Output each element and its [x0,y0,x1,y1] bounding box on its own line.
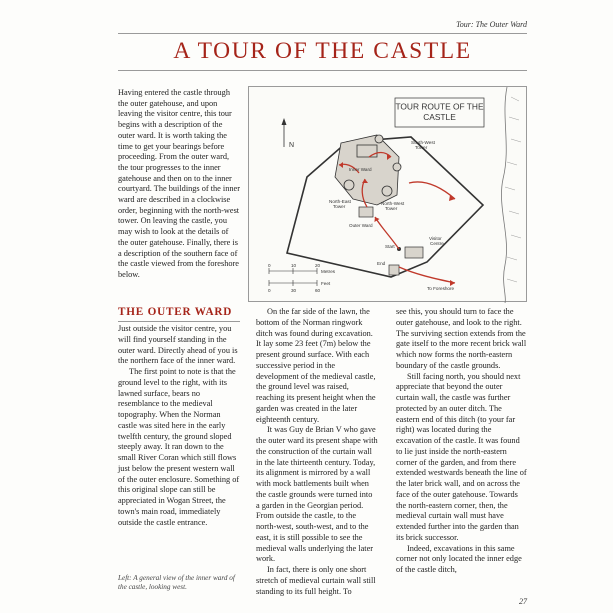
scale-metres-20: 20 [315,263,321,268]
label-to-foreshore: To Foreshore [427,286,455,291]
cliff-edge [501,87,507,303]
outer-gatehouse [389,265,399,275]
scale-feet-60: 60 [315,288,321,293]
visitor-centre-building [405,247,423,258]
paragraph: Indeed, excavations in this same corner not only located the inner edge of the castle ditch, [396,543,522,574]
tour-route-map [248,86,527,302]
north-label: N [289,142,295,149]
label-start: Start [385,244,395,249]
label-north-west-tower-1: North-West [381,201,405,206]
paragraph: see this, you should turn to face the outer gatehouse, and look to the right. The surviving section extends from the gate itself to the more recent brick wall which now forms the north-eastern boundary of the castle grounds. [396,307,527,370]
title-rule [118,70,527,71]
inner-gatehouse [359,207,373,217]
scale-feet-unit: Feet [321,281,331,286]
paragraph: On the far side of the lawn, the bottom of the Norman ringwork ditch was found during excavation. It lay some 23 feet (7m) below the present ground surface. With each successive period in the development of the medieval castle, the ground level was raised, reaching its present height when the garden was created in the later eighteenth century. [256,307,376,424]
label-south-west-tower-1: South-West [411,140,435,145]
section-title: THE OUTER WARD [118,306,233,318]
paragraph: Just outside the visitor centre, you will find yourself standing in the outer ward. Directly ahead of you is the northern face of the inner ward. [118,324,238,366]
label-north-west-tower-2: Tower [385,206,398,211]
label-outer-ward: Outer Ward [349,223,373,228]
paragraph: The first point to note is that the ground level to the right, with its lawned surface, bears no resemblance to the medieval topography. When the Norman castle was sited here in the early twelfth century, the ground sloped steeply away. It ran down to the small River Coran which still flows just below the present western wall of the outer enclosure. Something of this original slope can still be appreciated in Wogan Street, the town's main road, immediately outside the castle entrance. [118,367,240,527]
map-title-line1: TOUR ROUTE OF THE [395,101,484,112]
map-title-line2: CASTLE [423,112,456,122]
label-north-east-tower-1: North-East [329,199,351,204]
label-end: End [377,261,386,266]
running-head: Tour: The Outer Ward [456,20,527,29]
label-south-west-tower-2: Tower [415,145,428,150]
text-column-1 [118,324,240,528]
label-visitor-centre-1: Visitor [429,236,442,241]
scale-feet-0: 0 [268,288,271,293]
section-rule [118,321,240,322]
paragraph: Still facing north, you should next appreciate that beyond the outer curtain wall, the castle was further protected by an outer ditch. The eastern end of this ditch (to your far right) was located during the excavation of the castle. It was found to lie just inside the north-eastern corner of the garden, and from there extended westwards beneath the line of the later brick wall, and on across the face of the outer gatehouse. Towards the north-eastern corner, then, the medieval curtain wall must have extended further into the garden than its brick successor. [396,371,527,542]
scale-bar [269,268,317,286]
label-visitor-centre-2: Centre [430,241,444,246]
north-arrow-icon [282,118,287,147]
cliff-hatching [505,97,521,282]
page-title: A TOUR OF THE CASTLE [173,38,472,64]
paragraph: In fact, there is only one short stretch of medieval curtain wall still standing to its full height. To [256,565,376,596]
paragraph: It was Guy de Brian V who gave the outer ward its present shape with the construction of the curtain wall in the late thirteenth century. Today, its alignment is mirrored by a wall with mock battlements built when the castle grounds were turned into a garden in the Georgian period. From outside the castle, to the north-west, south-west, and to the east, it is still possible to see the medieval walls underlying the later work. [256,425,378,564]
text-column-3 [396,307,527,576]
map-svg [249,87,528,303]
label-inner-ward: Inner Ward [349,167,372,172]
page-number: 27 [519,597,527,606]
header-rule [118,33,527,34]
scale-metres-10: 10 [291,263,297,268]
scale-metres-unit: Metres [321,269,336,274]
scale-feet-30: 30 [291,288,297,293]
text-column-2 [256,307,378,597]
scale-metres-0: 0 [268,263,271,268]
label-north-east-tower-2: Tower [333,204,346,209]
photo-caption: Left: A general view of the inner ward of the castle, looking west. [118,574,235,591]
intro-paragraph: Having entered the castle through the outer gatehouse, and upon leaving the visitor centre, this tour begins with a description of the outer ward. It is worth taking the time to get your bearings before proceeding. From the outer ward, the tour progresses to the inner gatehouse and then on to the inner courtyard. The buildings of the inner ward are described in a clockwise order, beginning with the north-west tower. On leaving the castle, you may wish to look at the details of the outer gatehouse. Finally, there is a description of the southern face of the castle viewed from the foreshore below. [118,88,240,279]
